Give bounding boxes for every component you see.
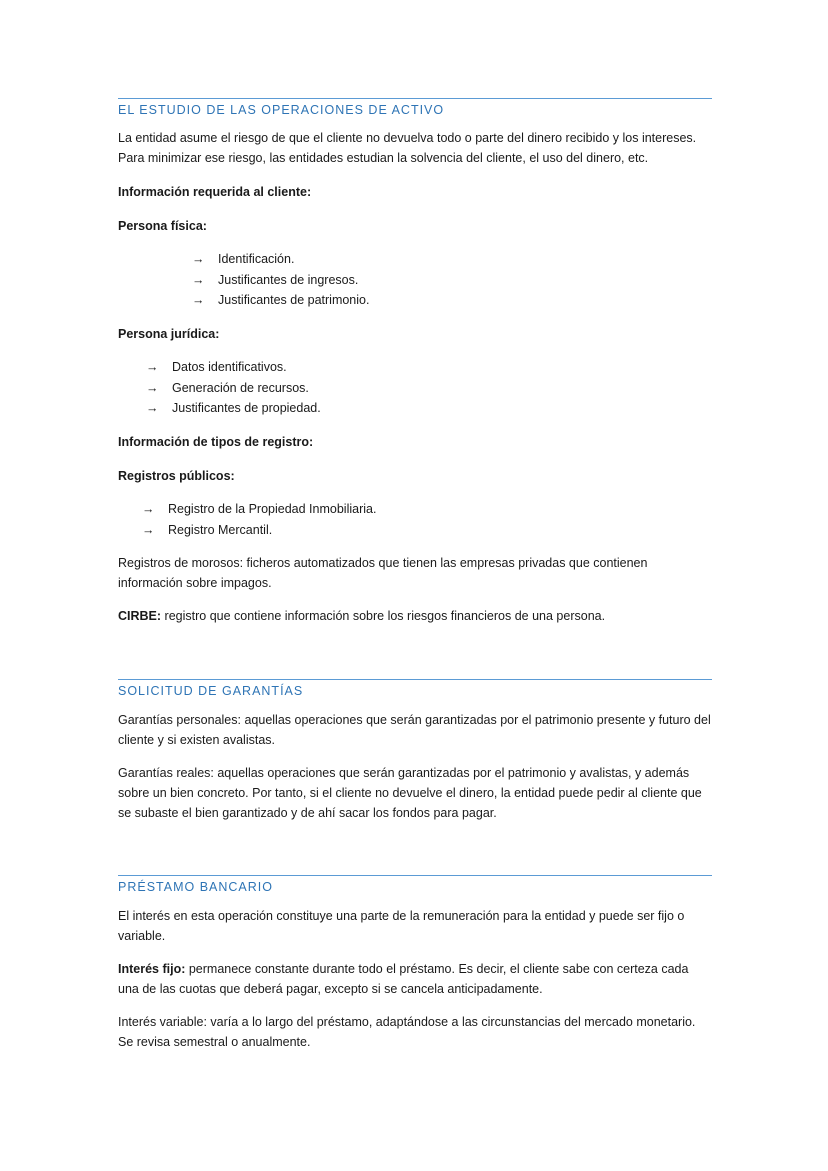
arrow-icon: → (146, 380, 159, 395)
paragraph-garantias-personales: Garantías personales: aquellas operaciones que serán garantizadas por el patrimonio presente y futuro del cliente y si existen avalistas. (118, 713, 711, 747)
arrow-icon: → (142, 522, 155, 537)
heading-tipos-registro: Información de tipos de registro: (118, 435, 314, 449)
paragraph-prestamo-intro: El interés en esta operación constituye una parte de la remuneración para la entidad y puede ser fijo o variable. (118, 909, 685, 943)
arrow-icon: → (192, 272, 205, 287)
heading-info-requerida: Información requerida al cliente: (118, 185, 312, 199)
list-item: → Datos identificativos. (146, 357, 321, 378)
list-registros-publicos (142, 499, 376, 540)
list-persona-fisica (192, 249, 369, 311)
cirbe-text: registro que contiene información sobre los riesgos financieros de una persona. (161, 609, 606, 623)
list-item: → Justificantes de propiedad. (146, 398, 321, 419)
section-title: EL ESTUDIO DE LAS OPERACIONES DE ACTIVO (118, 103, 445, 117)
list-item: → Registro Mercantil. (142, 520, 376, 541)
heading-persona-fisica: Persona física: (118, 219, 207, 233)
paragraph-garantias-reales: Garantías reales: aquellas operaciones que serán garantizadas por el patrimonio y avalistas, y además sobre un bien concreto. Por tanto, si el cliente no devuelve el dinero, la entidad puede pedir al cliente que se subaste el bien garantizado y de ahí sacar los fondos para pagar. (118, 766, 702, 820)
section-header-garantias (118, 679, 712, 698)
list-item: → Justificantes de ingresos. (192, 270, 369, 291)
interes-fijo-label: Interés fijo: (118, 962, 186, 976)
list-persona-juridica (146, 357, 321, 419)
section-title: SOLICITUD DE GARANTÍAS (118, 684, 304, 698)
section-header-activo (118, 98, 712, 117)
arrow-icon: → (192, 252, 205, 266)
arrow-icon: → (146, 360, 159, 374)
arrow-icon: → (146, 401, 159, 415)
section-header-prestamo (118, 875, 712, 894)
arrow-icon: → (142, 502, 155, 516)
interes-fijo-text: permanece constante durante todo el préstamo. Es decir, el cliente sabe con certeza cada una de las cuotas que deberá pagar, excepto si se cancela anticipadamente. (118, 962, 689, 996)
paragraph-interes-variable: Interés variable: varía a lo largo del préstamo, adaptándose a las circunstancias del mercado monetario. Se revisa semestral o anualmente. (118, 1015, 696, 1049)
paragraph-interes-fijo (118, 959, 712, 999)
list-item: → Justificantes de patrimonio. (192, 290, 369, 311)
heading-persona-juridica: Persona jurídica: (118, 327, 220, 341)
list-item: → Registro de la Propiedad Inmobiliaria. (142, 499, 376, 520)
section-title: PRÉSTAMO BANCARIO (118, 880, 273, 894)
list-item: → Identificación. (192, 249, 369, 270)
paragraph-morosos: Registros de morosos: ficheros automatizados que tienen las empresas privadas que contienen información sobre impagos. (118, 556, 648, 590)
paragraph-cirbe (118, 606, 712, 626)
heading-registros-publicos: Registros públicos: (118, 469, 235, 483)
cirbe-label: CIRBE: (118, 609, 162, 623)
arrow-icon: → (192, 293, 205, 307)
paragraph-intro: La entidad asume el riesgo de que el cliente no devuelva todo o parte del dinero recibido y los intereses. Para minimizar ese riesgo, las entidades estudian la solvencia del cliente, el uso del dinero, etc. (118, 131, 697, 165)
list-item: → Generación de recursos. (146, 378, 321, 399)
